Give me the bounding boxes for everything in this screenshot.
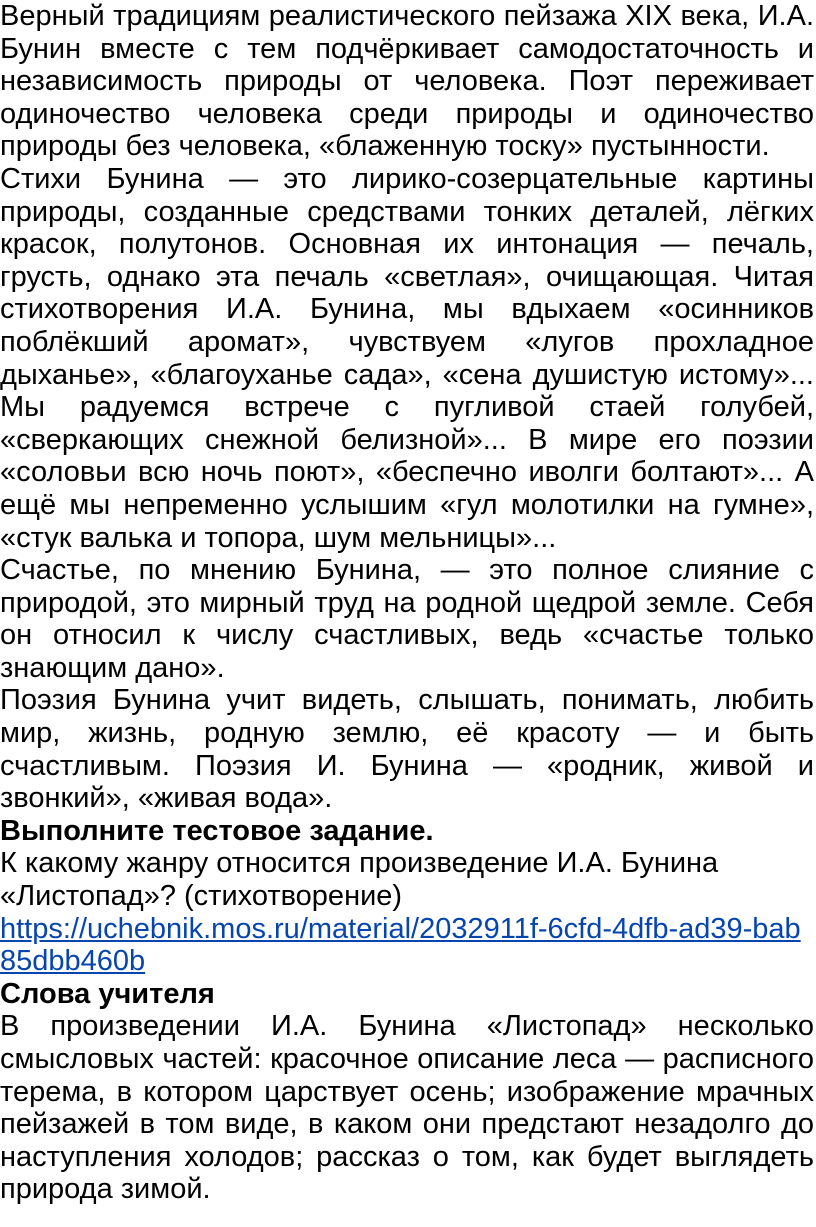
paragraph-bunin-landscape: Верный традициям реалистического пейзажа XIX века, И.А. Бунин вместе с тем подчёркивает самодостаточность и независимость природы от человека. Поэт переживает одиночество человека среди природы и одиночество природы без человека, «блаженную тоску» пустынности. <box>0 0 814 163</box>
teacher-heading: Слова учителя <box>0 977 215 1010</box>
paragraph-happiness: Счастье, по мнению Бунина, — это полное слияние с природой, это мирный труд на родной щедрой земле. Себя он относил к числу счастливых, ведь «счастье только знающим дано». <box>0 554 814 684</box>
task-heading: Выполните тестовое задание. <box>0 814 434 847</box>
paragraph-listopad-parts: В произведении И.А. Бунина «Листопад» несколько смысловых частей: красочное описание леса — расписного терема, в котором царствует осень; изображение мрачных пейзажей в том виде, в каком они предстают незадолго до наступления холодов; рассказ о том, как будет выглядеть природа зимой. <box>0 1010 814 1206</box>
task-link[interactable]: https://uchebnik.mos.ru/material/2032911f-6cfd-4dfb-ad39-bab85dbb460b <box>0 912 801 978</box>
task-link-line <box>0 913 814 978</box>
paragraph-poetry-teaches: Поэзия Бунина учит видеть, слышать, понимать, любить мир, жизнь, родную землю, её красоту — и быть счастливым. Поэзия И. Бунина — «родник, живой и звонкий», «живая вода». <box>0 684 814 815</box>
task-question: К какому жанру относится произведение И.А. Бунина «Листопад»? (стихотворение) <box>0 847 719 913</box>
paragraph-bunin-poems: Стихи Бунина — это лирико-созерцательные картины природы, созданные средствами тонких деталей, лёгких красок, полутонов. Основная их интонация — печаль, грусть, однако эта печаль «светлая», очищающая. Читая стихотворения И.А. Бунина, мы вдыхаем «осинников поблёкший аромат», чувствуем «лугов прохладное дыханье», «благоуханье сада», «сена душистую истому»... Мы радуемся встрече с пугливой стаей голубей, «сверкающих снежной белизной»... В мире его поэзии «соловьи всю ночь поют», «беспечно иволги болтают»... А ещё мы непременно услышим «гул молотилки на гумне», «стук валька и топора, шум мельницы»... <box>0 162 814 554</box>
